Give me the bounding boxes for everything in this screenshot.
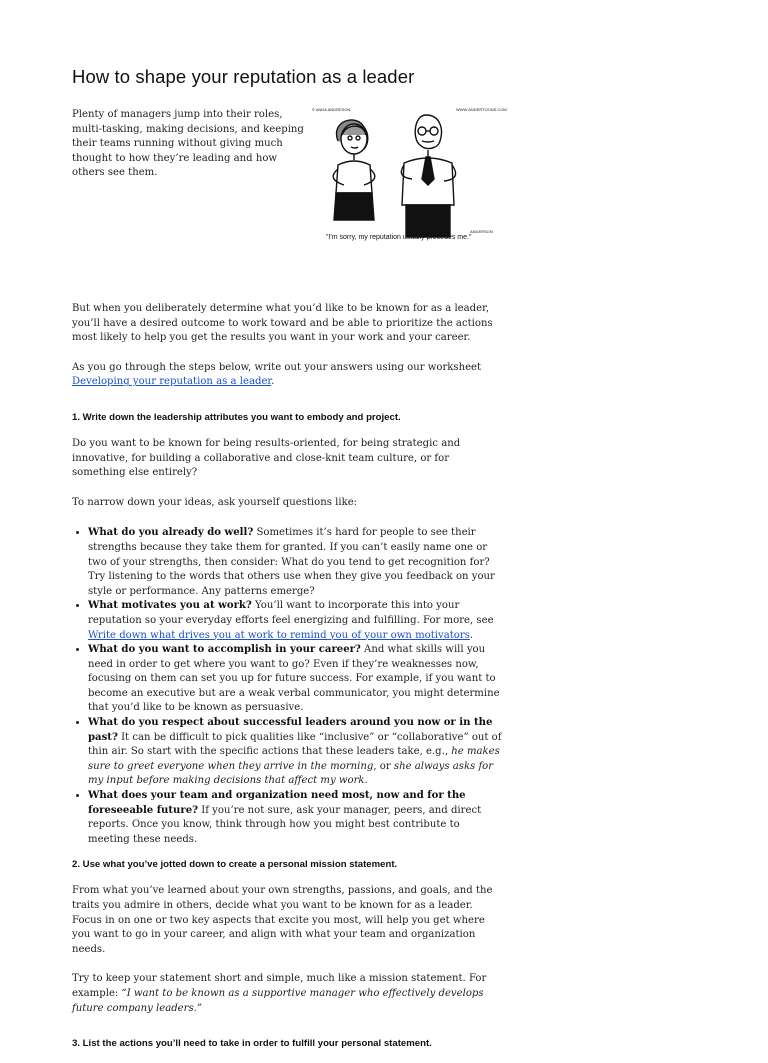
example-quote: “I want to be known as a supportive manager who effectively develops future company leaders.” <box>72 987 484 1014</box>
step2-example <box>72 972 504 1016</box>
paragraph-worksheet <box>72 361 504 390</box>
example-italic: he makes sure to greet everyone when they arrive in the morning <box>88 746 500 772</box>
question-bold: What do you already do well? <box>88 527 254 539</box>
list-item <box>88 526 504 599</box>
step1-narrow: To narrow down your ideas, ask yourself questions like: <box>72 496 358 508</box>
cartoon-copyright: © ANDA ANDRESON <box>312 107 351 112</box>
question-end: . <box>364 775 368 787</box>
worksheet-link[interactable]: Developing your reputation as a leader <box>72 376 272 388</box>
step2-heading: 2. Use what you’ve jotted down to create a personal mission statement. <box>72 859 398 871</box>
question-list <box>72 526 504 847</box>
question-bold: What motivates you at work? <box>88 600 252 612</box>
question-text: Sometimes it’s hard for people to see their strengths because they take them for granted. If you can’t easily name one or two of your strengths, then consider: What do you tend to get recognition for? Try listening to the words that others use when they give you feedback on your style or performance. Any patterns emerge? <box>88 527 495 597</box>
worksheet-text: As you go through the steps below, write out your answers using our worksheet <box>72 361 482 373</box>
step1-heading: 1. Write down the leadership attributes you want to embody and project. <box>72 411 401 423</box>
question-text: If you’re not sure, ask your manager, peers, and direct reports. Once you know, think through how you might best contribute to meeting these needs. <box>88 804 482 845</box>
man-figure <box>401 115 455 237</box>
worksheet-end: . <box>271 376 275 388</box>
step1-paragraph: Do you want to be known for being results-oriented, for being strategic and innovative, for building a collaborative and close-knit team culture, or for something else entirely? <box>72 437 461 479</box>
cartoon-site: WWW.ANDERTOONS.COM <box>456 107 507 112</box>
question-end: . <box>469 629 474 641</box>
list-item <box>88 643 504 716</box>
page-title: How to shape your reputation as a leader <box>72 66 415 87</box>
step3-heading: 3. List the actions you’ll need to take in order to fulfill your personal statement. <box>72 1038 432 1050</box>
woman-figure <box>333 120 375 220</box>
intro-paragraph: Plenty of managers jump into their roles, multi-tasking, making decisions, and keeping their teams running without giving much thought to how they’re leading and how others see them. <box>72 109 304 179</box>
list-item <box>88 716 504 789</box>
question-text: It can be difficult to pick qualities like “inclusive” or “collaborative” out of thin air. So start with the specific actions that these leaders take, e.g., <box>88 731 502 758</box>
article <box>72 66 507 1063</box>
question-bold: What does your team and organization need most, now and for the foreseeable future? <box>88 790 466 816</box>
question-mid: , or <box>373 760 394 772</box>
paragraph-deliberate: But when you deliberately determine what you’d like to be known for as a leader, you’ll have a desired outcome to work toward and be able to prioritize the actions most likely to help you get the results you want in your work and your career. <box>72 303 493 344</box>
question-text: And what skills will you need in order to get where you want to go? Even if they’re weaknesses now, focusing on them can set you up for future success. For example, if you want to become an executive but are a weak verbal communicator, you might determine that you’d like to be known as persuasive. <box>88 644 500 714</box>
question-bold: What do you respect about successful leaders around you now or in the past? <box>88 717 493 743</box>
cartoon-caption: "I'm sorry, my reputation usually precedes me." <box>326 234 472 241</box>
cartoon-image <box>308 105 508 245</box>
question-bold: What do you want to accomplish in your career? <box>88 644 361 656</box>
motivators-link[interactable]: Write down what drives you at work to remind you of your own motivators <box>88 629 470 641</box>
example-italic: she always asks for my input before making decisions that affect my work <box>88 760 494 787</box>
step2-paragraph: From what you’ve learned about your own strengths, passions, and goals, and the traits you admire in others, decide what you want to be known for as a leader. Focus in on one or two key aspects that excite you most, will help you get where you want to go in your career, and align with what your team and organization needs. <box>72 885 493 955</box>
list-item <box>88 789 504 847</box>
question-text: You’ll want to incorporate this into your reputation so your everyday efforts feel energizing and fulfilling. For more, see <box>88 600 494 626</box>
example-text: Try to keep your statement short and simple, much like a mission statement. For example: <box>72 973 487 999</box>
list-item <box>88 599 504 643</box>
cartoon-signature: ANDERSON <box>470 229 493 234</box>
